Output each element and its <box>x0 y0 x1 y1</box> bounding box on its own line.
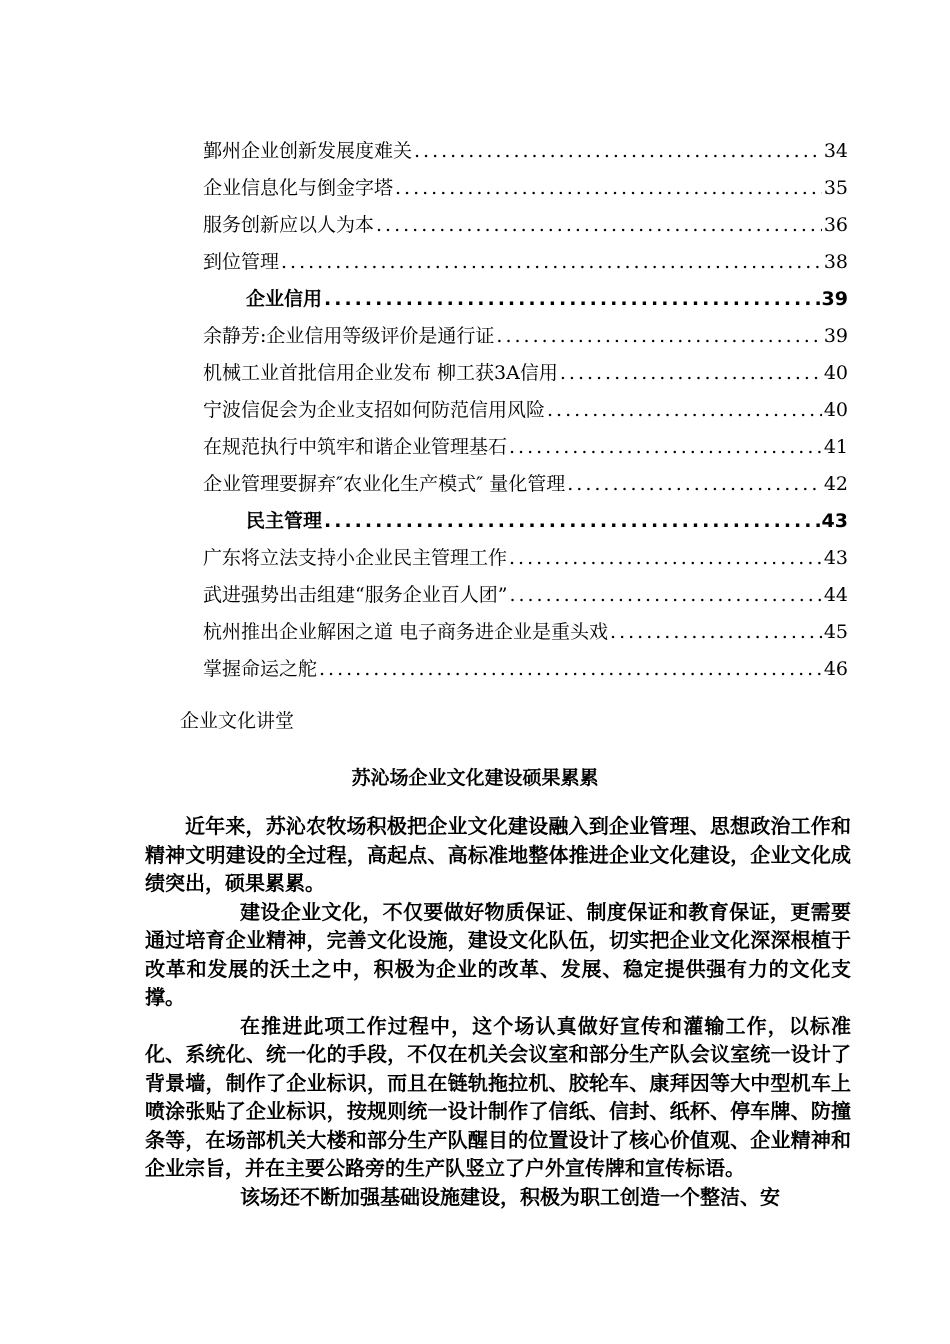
toc-page-number: 42 <box>823 473 848 495</box>
toc-entry[interactable] <box>203 651 848 688</box>
toc-dot-leader <box>558 355 822 392</box>
toc-page-number: 45 <box>823 621 848 643</box>
article-body <box>145 812 851 1211</box>
toc-entry-title: 宁波信促会为企业支招如何防范信用风险 <box>203 399 546 421</box>
toc-dot-leader <box>412 133 822 170</box>
toc-dot-leader <box>317 651 822 688</box>
toc-entry-title: 杭州推出企业解困之道 电子商务进企业是重头戏 <box>203 621 609 643</box>
toc-page-number: 40 <box>823 399 848 421</box>
toc-entry[interactable] <box>203 170 848 207</box>
toc-dot-leader <box>507 577 821 614</box>
toc-dot-leader <box>608 614 822 651</box>
toc-entry-title: 民主管理 <box>246 510 323 532</box>
toc-page-number: 39 <box>821 288 848 310</box>
toc-section-heading[interactable] <box>246 503 848 540</box>
toc-entry[interactable] <box>203 133 848 170</box>
toc-entry[interactable] <box>203 614 848 651</box>
toc-page-number: 35 <box>823 177 848 199</box>
toc-dot-leader <box>494 318 821 355</box>
toc-dot-leader <box>565 466 822 503</box>
toc-page-number: 36 <box>823 214 848 236</box>
toc-dot-leader <box>507 429 822 466</box>
toc-entry[interactable] <box>203 429 848 466</box>
article-paragraph: 在推进此项工作过程中，这个场认真做好宣传和灌输工作，以标准化、系统化、统一化的手段，不仅在机关会议室和部分生产队会议室统一设计了背景墙，制作了企业标识，而且在链轨拖拉机、胶轮车、康拜因等大中型机车上喷涂张贴了企业标识，按规则统一设计制作了信纸、信封、纸杯、停车牌、防撞条等，在场部机关大楼和部分生产队醒目的位置设计了核心价值观、企业精神和企业宗旨，并在主要公路旁的生产队竖立了户外宣传牌和宣传标语。 <box>145 1013 851 1180</box>
toc-dot-leader <box>507 540 822 577</box>
toc-entry[interactable] <box>203 244 848 281</box>
toc-page-number: 43 <box>823 547 848 569</box>
toc-entry-title: 机械工业首批信用企业发布 柳工获3A信用 <box>203 362 558 384</box>
toc-entry[interactable] <box>203 466 848 503</box>
toc-entry-title: 武进强势出击组建“服务企业百人团” <box>203 584 508 606</box>
toc-entry-title: 企业信息化与倒金字塔 <box>203 177 394 199</box>
toc-page-number: 38 <box>823 251 848 273</box>
toc-entry[interactable] <box>203 207 848 244</box>
toc-entry[interactable] <box>203 318 848 355</box>
toc-section-heading[interactable] <box>246 281 848 318</box>
toc-entry-title: 企业信用 <box>246 288 323 310</box>
toc-entry[interactable] <box>203 392 848 429</box>
toc-dot-leader <box>393 170 822 207</box>
toc-page-number: 39 <box>823 325 848 347</box>
table-of-contents <box>0 133 950 688</box>
toc-page-number: 43 <box>821 510 848 532</box>
toc-entry-title: 在规范执行中筑牢和谐企业管理基石 <box>203 436 508 458</box>
toc-entry-title: 服务创新应以人为本 <box>203 214 375 236</box>
toc-dot-leader <box>279 244 822 281</box>
toc-entry-title: 鄞州企业创新发展度难关 <box>203 140 413 162</box>
article-title: 苏沁场企业文化建设硕果累累 <box>351 767 599 789</box>
article-paragraph: 该场还不断加强基础设施建设，积极为职工创造一个整洁、安 <box>240 1184 780 1209</box>
toc-page-number: 34 <box>823 140 848 162</box>
toc-entry-title: 广东将立法支持小企业民主管理工作 <box>203 547 508 569</box>
article-paragraph: 近年来，苏沁农牧场积极把企业文化建设融入到企业管理、思想政治工作和精神文明建设的全过程，高起点、高标准地整体推进企业文化建设，企业文化成绩突出，硕果累累。 <box>145 814 851 895</box>
toc-entry-title: 余静芳:企业信用等级评价是通行证 <box>203 325 495 347</box>
toc-dot-leader <box>545 392 822 429</box>
toc-page-number: 46 <box>823 658 848 680</box>
toc-entry-title: 到位管理 <box>203 251 280 273</box>
toc-page-number: 41 <box>823 436 848 458</box>
toc-page-number: 40 <box>823 362 848 384</box>
article-paragraph: 建设企业文化，不仅要做好物质保证、制度保证和教育保证，更需要通过培育企业精神，完善文化设施，建设文化队伍，切实把企业文化深深根植于改革和发展的沃土之中，积极为企业的改革、发展、稳定提供强有力的文化支撑。 <box>145 899 851 1009</box>
toc-dot-leader <box>322 503 820 540</box>
toc-dot-leader <box>374 207 822 244</box>
toc-entry[interactable] <box>203 577 848 614</box>
toc-entry[interactable] <box>203 355 848 392</box>
toc-entry-title: 企业管理要摒弃″农业化生产模式″ 量化管理 <box>203 473 566 495</box>
toc-entry[interactable] <box>203 540 848 577</box>
toc-dot-leader <box>322 281 820 318</box>
toc-page-number: 44 <box>823 584 848 606</box>
section-label: 企业文化讲堂 <box>180 710 295 732</box>
toc-entry-title: 掌握命运之舵 <box>203 658 318 680</box>
